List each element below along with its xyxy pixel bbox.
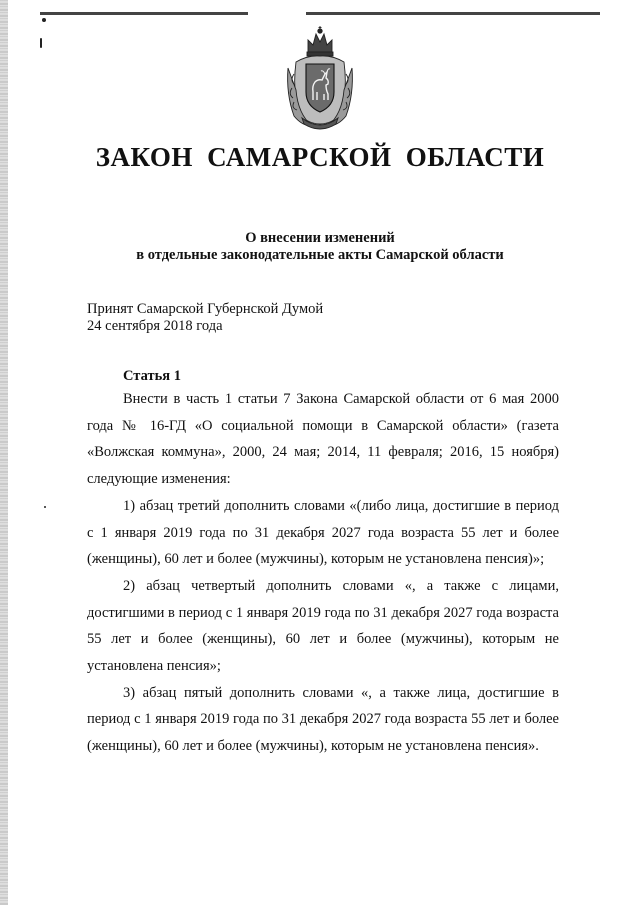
article-paragraph-item-1: 1) абзац третий дополнить словами «(либо лица, достигшие в период с 1 января 2019 года по 31 декабря 2027 года возраста 55 лет и более (женщины), 60 лет и более (мужчины), которым не установлена пенсия)»; xyxy=(87,497,559,568)
law-subtitle-line-1: О внесении изменений xyxy=(245,230,395,246)
article-heading: Статья 1 xyxy=(123,368,181,384)
article-paragraph-item-3: 3) абзац пятый дополнить словами «, а также лица, достигшие в период с 1 января 2019 года по 31 декабря 2027 года возраста 55 лет и более (женщины), 60 лет и более (мужчины), которым не установлена пенсия». xyxy=(87,684,559,755)
scan-speck xyxy=(44,506,46,508)
law-subtitle-line-2: в отдельные законодательные акты Самарской области xyxy=(136,247,504,263)
scan-top-edge xyxy=(40,12,600,15)
scan-speck xyxy=(40,38,42,48)
article-paragraph-item-2: 2) абзац четвертый дополнить словами «, а также с лицами, достигшими в период с 1 января 2019 года по 31 декабря 2027 года возраста 55 лет и более (женщины), 60 лет и более (мужчины), которым не установлена пенсия»; xyxy=(87,577,559,675)
scan-left-edge xyxy=(0,0,8,905)
law-title: ЗАКОН САМАРСКОЙ ОБЛАСТИ xyxy=(95,142,545,172)
article-paragraph-intro: Внести в часть 1 статьи 7 Закона Самарской области от 6 мая 2000 года № 16-ГД «О социальной помощи в Самарской области» (газета «Волжская коммуна», 2000, 24 мая; 2014, 11 февраля; 2016, 15 ноября) следующие изменения: xyxy=(87,391,559,488)
adoption-date: 24 сентября 2018 года xyxy=(87,318,223,334)
article-body xyxy=(87,386,559,760)
samara-region-coat-of-arms-icon xyxy=(282,22,358,132)
adoption-body: Принят Самарской Губернской Думой xyxy=(87,301,324,317)
scan-speck xyxy=(42,18,46,22)
